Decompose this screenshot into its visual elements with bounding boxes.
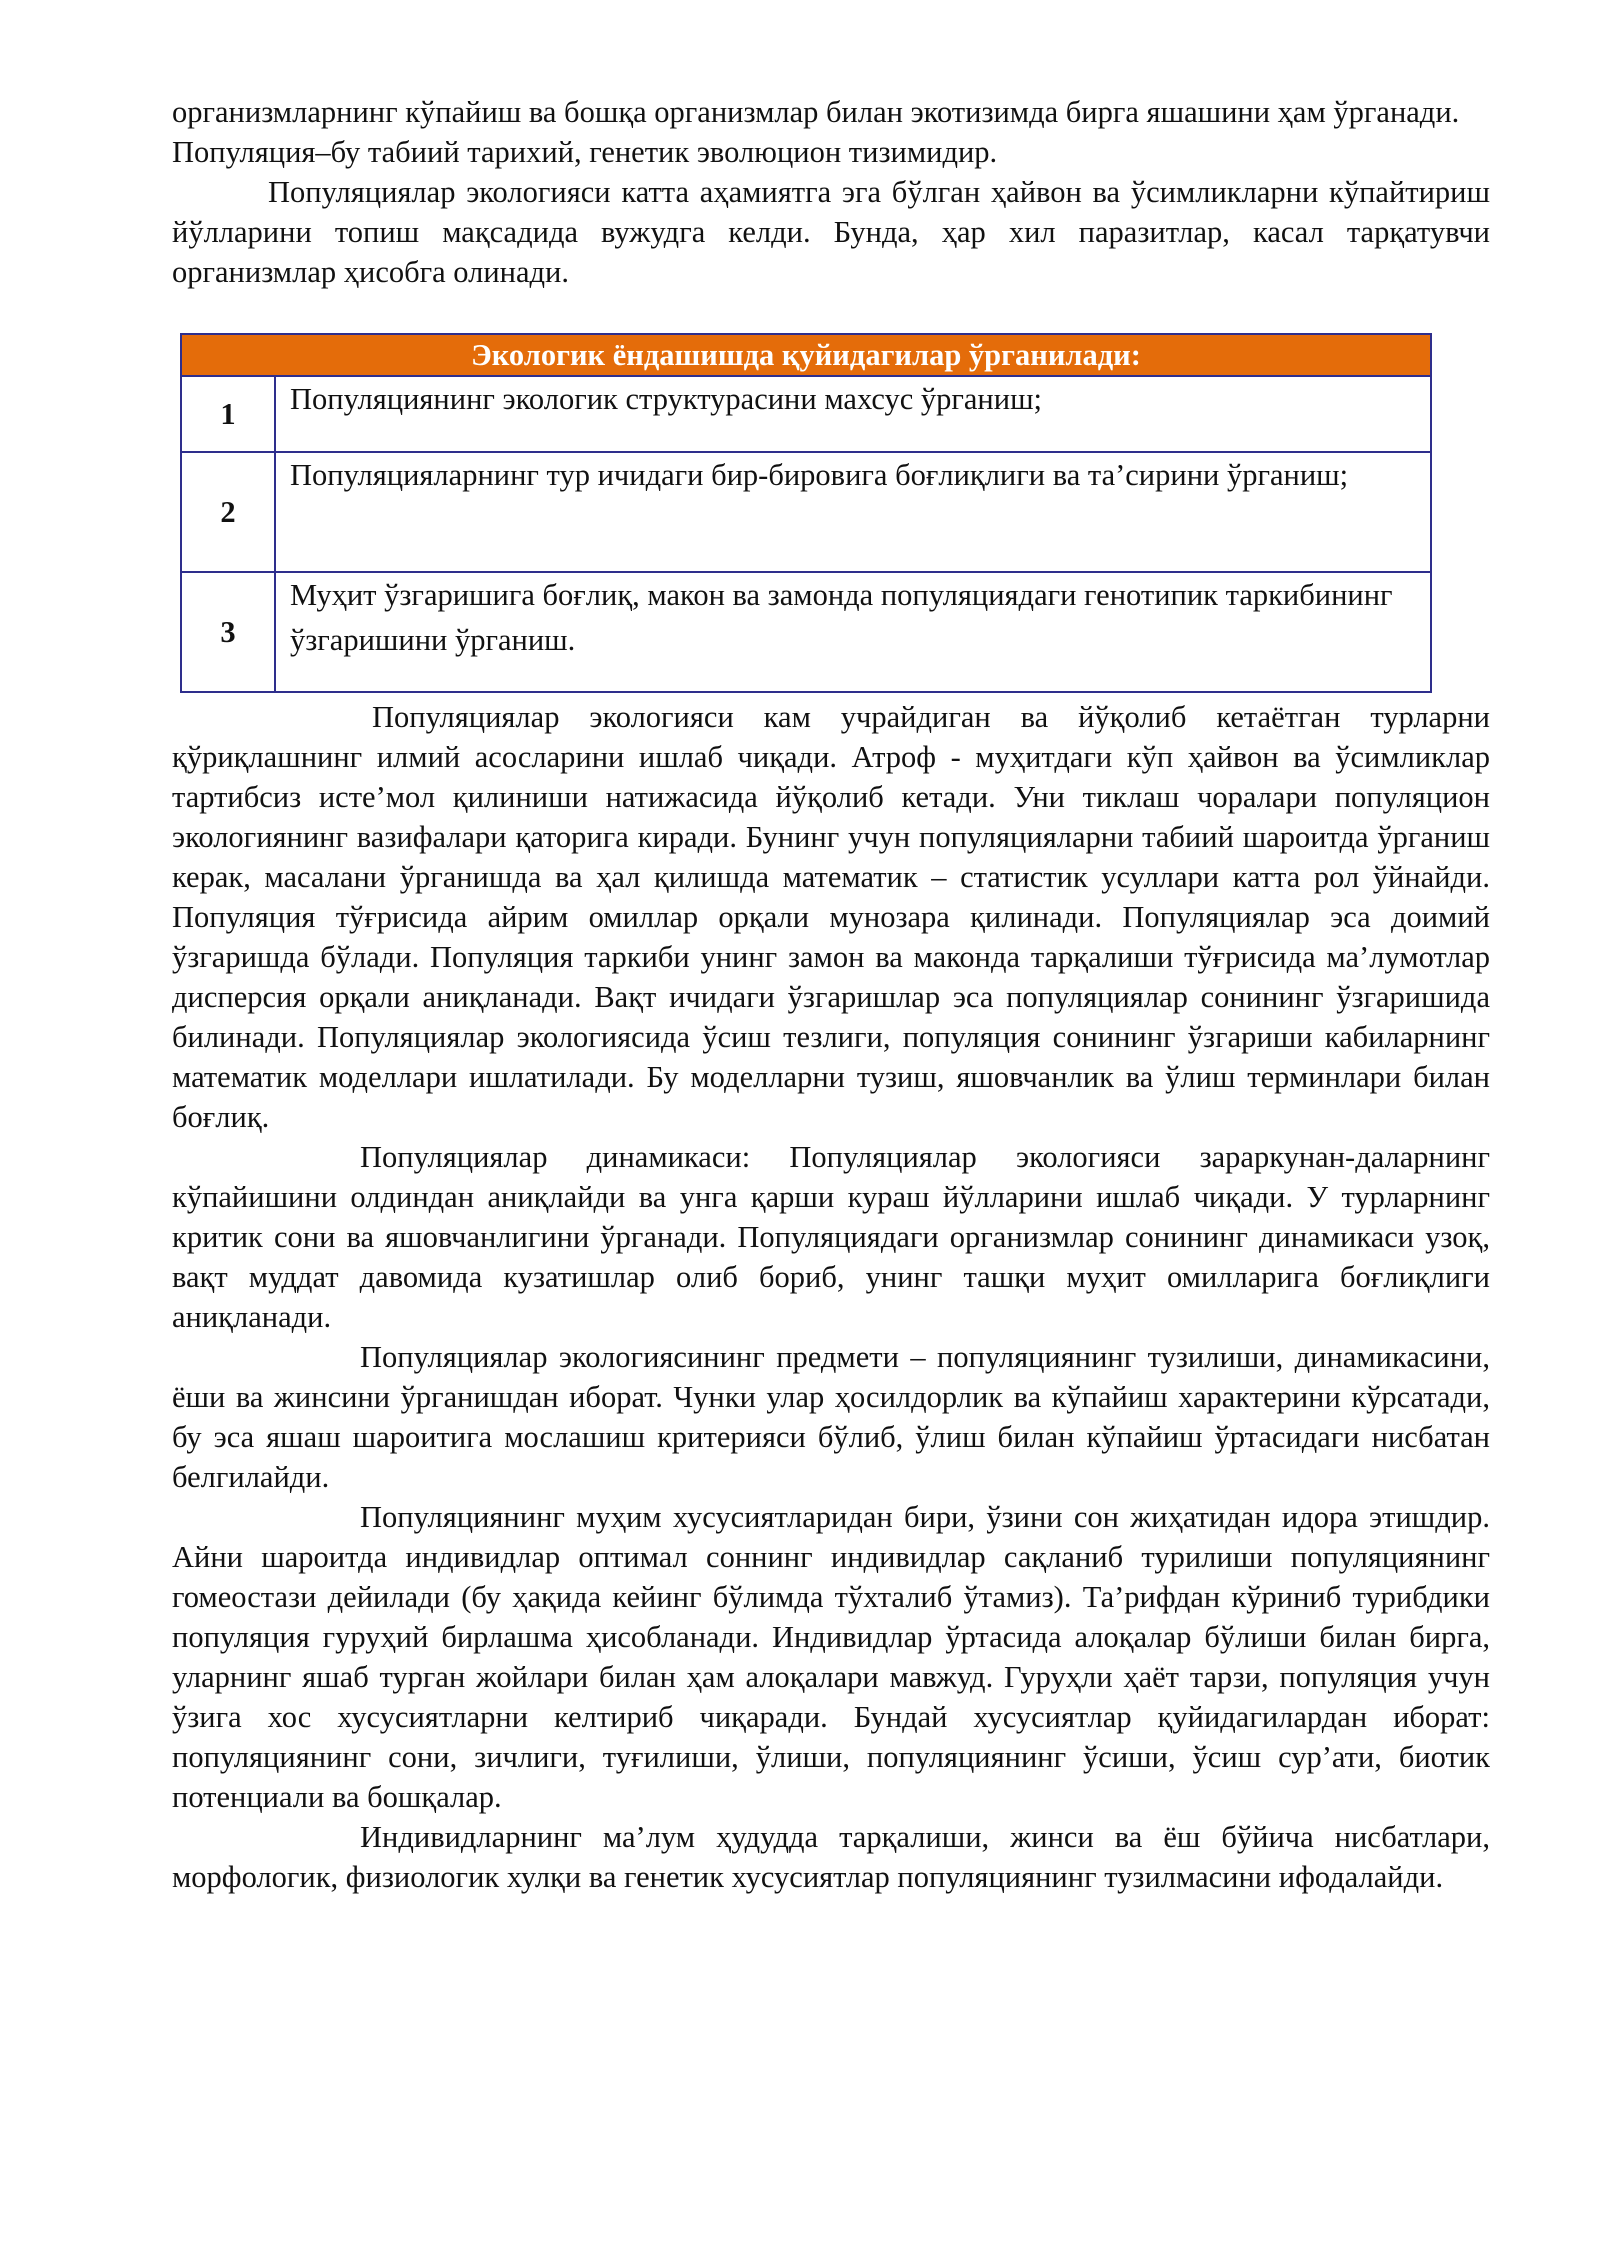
paragraph-subject: Популяциялар экологиясининг предмети – популяциянинг тузилиши, динамикасини, ёши ва жинсини ўрганишдан иборат. Чунки улар ҳосилдорлик ва кўпайиш характерини кўрсатади, бу эса яшаш шароитига мослашиш критерияси бўлиб, ўлиш билан кўпайиш ўртасидаги нисбатан белгилайди. bbox=[172, 1340, 1490, 1494]
table-row bbox=[181, 376, 1431, 452]
table-row bbox=[181, 452, 1431, 572]
paragraph-intro: Популяциялар экологияси катта аҳамиятга эга бўлган ҳайвон ва ўсимликларни кўпайтириш йўлларини топиш мақсадида вужудга келди. Бунда, ҳар хил паразитлар, касал тарқатувчи организмлар ҳисобга олинади. bbox=[172, 175, 1490, 289]
row-number: 1 bbox=[181, 376, 275, 452]
row-text: Муҳит ўзгаришига боғлиқ, макон ва замонда популяциядаги генотипик таркибининг ўзгаришини ўрганиш. bbox=[275, 572, 1431, 692]
table-row bbox=[181, 572, 1431, 692]
paragraph-conservation: Популяциялар экологияси кам учрайдиган ва йўқолиб кетаётган турларни қўриқлашнинг илмий асосларини ишлаб чиқади. Атроф - муҳитдаги кўп ҳайвон ва ўсимликлар тартибсиз исте’мол қилиниши натижасида йўқолиб кетади. Уни тиклаш чоралари популяцион экологиянинг вазифалари қаторига киради. Бунинг учун популяцияларни табиий шароитда ўрганиш керак, масалани ўрганишда ва ҳал қилишда математик – статистик усуллари катта рол ўйнайди. Популяция тўғрисида айрим омиллар орқали мунозара қилинади. Популяциялар эса доимий ўзгаришда бўлади. Популяция таркиби унинг замон ва маконда тарқалиши тўғрисида ма’лумотлар дисперсия орқали аниқланади. Вақт ичидаги ўзгаришлар эса популяциялар сонининг ўзгаришида билинади. Популяциялар экологиясида ўсиш тезлиги, популяция сонининг ўзгариши кабиларнинг математик моделлари ишлатилади. Бу моделларни тузиш, яшовчанлик ва ўлиш терминлари билан боғлиқ. bbox=[172, 700, 1490, 1134]
row-number: 3 bbox=[181, 572, 275, 692]
paragraph-continuation: организмларнинг кўпайиш ва бошқа организмлар билан экотизимда бирга яшашини ҳам ўрганади. bbox=[172, 95, 1460, 129]
row-text: Популяцияларнинг тур ичидаги бир-бировига боғлиқлиги ва та’сирини ўрганиш; bbox=[275, 452, 1431, 572]
paragraph-dynamics: Популяциялар динамикаси: Популяциялар экологияси зараркунан-даларнинг кўпайишини олдиндан аниқлайди ва унга қарши кураш йўлларини ишлаб чиқади. У турларнинг критик сони ва яшовчанлигини ўрганади. Популяциядаги организмлар сонининг динамикаси узоқ, вақт муддат давомида кузатишлар олиб бориб, унинг ташқи муҳит омилларига боғлиқлиги аниқланади. bbox=[172, 1140, 1490, 1334]
paragraph-structure: Индивидларнинг ма’лум ҳудудда тарқалиши, жинси ва ёш бўйича нисбатлари, морфологик, физиологик хулқи ва генетик хусусиятлар популяциянинг тузилмасини ифодалайди. bbox=[172, 1820, 1490, 1894]
table-header: Экологик ёндашишда қуйидагилар ўрганилади: bbox=[181, 334, 1431, 376]
paragraph-homeostasis: Популяциянинг муҳим хусусиятларидан бири, ўзини сон жиҳатидан идора этишдир. Айни шароитда индивидлар оптимал соннинг индивидлар сақланиб турилиши популяциянинг гомеостази дейилади (бу ҳақида кейинг бўлимда тўхталиб ўтамиз). Та’рифдан кўриниб турибдики популяция гуруҳий бирлашма ҳисобланади. Индивидлар ўртасида алоқалар бўлиши билан бирга, уларнинг яшаб турган жойлари билан ҳам алоқалари мавжуд. Гуруҳли ҳаёт тарзи, популяция учун ўзига хос хусусиятларни келтириб чиқаради. Бундай хусусиятлар қуйидагилардан иборат: популяциянинг сони, зичлиги, туғилиши, ўлиши, популяциянинг ўсиши, ўсиш сур’ати, биотик потенциали ва бошқалар. bbox=[172, 1500, 1490, 1814]
paragraph-definition: Популяция–бу табиий тарихий, генетик эволюцион тизимидир. bbox=[172, 135, 998, 169]
row-text: Популяциянинг экологик структурасини махсус ўрганиш; bbox=[275, 376, 1431, 452]
topics-table bbox=[180, 333, 1432, 693]
row-number: 2 bbox=[181, 452, 275, 572]
